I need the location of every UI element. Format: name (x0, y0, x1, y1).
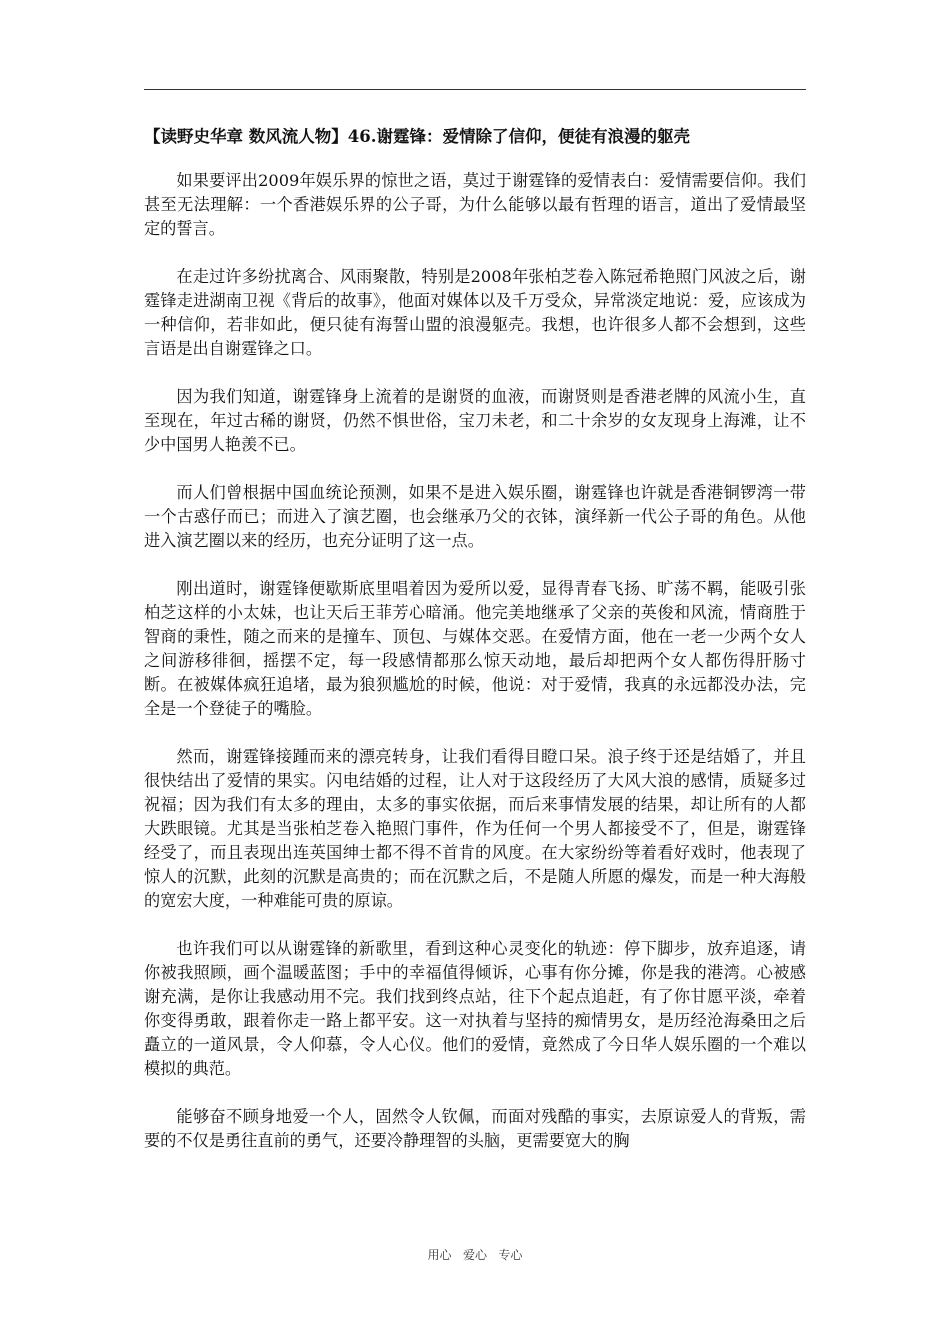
page-footer: 用心 爱心 专心 (427, 1248, 523, 1262)
paragraph-3: 因为我们知道，谢霆锋身上流着的是谢贤的血液，而谢贤则是香港老牌的风流小生，直至现在，年过古稀的谢贤，仍然不惧世俗，宝刀未老，和二十余岁的女友现身上海滩，让不少中国男人艳羡不已。 (144, 387, 806, 454)
paragraph-5: 刚出道时，谢霆锋便歇斯底里唱着因为爱所以爱，显得青春飞扬、旷荡不羁，能吸引张柏芝这样的小太妹，也让天后王菲芳心暗涌。他完美地继承了父亲的英俊和风流，情商胜于智商的秉性，随之而来的是撞车、顶包、与媒体交恶。在爱情方面，他在一老一少两个女人之间游移徘徊，摇摆不定，每一段感情都那么惊天动地，最后却把两个女人都伤得肝肠寸断。在被媒体疯狂追堵，最为狼狈尴尬的时候，他说：对于爱情，我真的永远都没办法，完全是一个登徒子的嘴脸。 (144, 579, 806, 718)
paragraph-4: 而人们曾根据中国血统论预测，如果不是进入娱乐圈，谢霆锋也许就是香港铜锣湾一带一个古惑仔而已；而进入了演艺圈，也会继承乃父的衣钵，演绎新一代公子哥的角色。从他进入演艺圈以来的经历，也充分证明了这一点。 (144, 483, 806, 550)
paragraph-8: 能够奋不顾身地爱一个人，固然令人钦佩，而面对残酷的事实，去原谅爱人的背叛，需要的不仅是勇往直前的勇气，还要冷静理智的头脑，更需要宽大的胸 (144, 1107, 806, 1150)
document-body (144, 122, 806, 1177)
article-title: 【读野史华章 数风流人物】46.谢霆锋：爱情除了信仰，便徒有浪漫的躯壳 (144, 127, 690, 146)
paragraph-7: 也许我们可以从谢霆锋的新歌里，看到这种心灵变化的轨迹：停下脚步，放弃追逐，请你被我照顾，画个温暖蓝图；手中的幸福值得倾诉，心事有你分摊，你是我的港湾。心被感谢充满，是你让我感动用不完。我们找到终点站，往下个起点追赶，有了你甘愿平淡，牵着你变得勇敢，跟着你走一路上都平安。这一对执着与坚持的痴情男女，是历经沧海桑田之后矗立的一道风景，令人仰慕，令人心仪。他们的爱情，竟然成了今日华人娱乐圈的一个难以模拟的典范。 (144, 939, 806, 1078)
paragraph-6: 然而，谢霆锋接踵而来的漂亮转身，让我们看得目瞪口呆。浪子终于还是结婚了，并且很快结出了爱情的果实。闪电结婚的过程，让人对于这段经历了大风大浪的感情，质疑多过祝福；因为我们有太多的理由，太多的事实依据，而后来事情发展的结果，却让所有的人都大跌眼镜。尤其是当张柏芝卷入艳照门事件，作为任何一个男人都接受不了，但是，谢霆锋经受了，而且表现出连英国绅士都不得不首肯的风度。在大家纷纷等着看好戏时，他表现了惊人的沉默，此刻的沉默是高贵的；而在沉默之后，不是随人所愿的爆发，而是一种大海般的宽宏大度，一种难能可贵的原谅。 (144, 747, 806, 910)
paragraph-2: 在走过许多纷扰离合、风雨聚散，特别是2008年张柏芝卷入陈冠希艳照门风波之后，谢霆锋走进湖南卫视《背后的故事》，他面对媒体以及千万受众，异常淡定地说：爱，应该成为一种信仰，若非如此，便只徒有海誓山盟的浪漫躯壳。我想，也许很多人都不会想到，这些言语是出自谢霆锋之口。 (144, 267, 806, 358)
header-rule (144, 89, 806, 90)
paragraph-1: 如果要评出2009年娱乐界的惊世之语，莫过于谢霆锋的爱情表白：爱情需要信仰。我们甚至无法理解：一个香港娱乐界的公子哥，为什么能够以最有哲理的语言，道出了爱情最坚定的誓言。 (144, 171, 806, 238)
